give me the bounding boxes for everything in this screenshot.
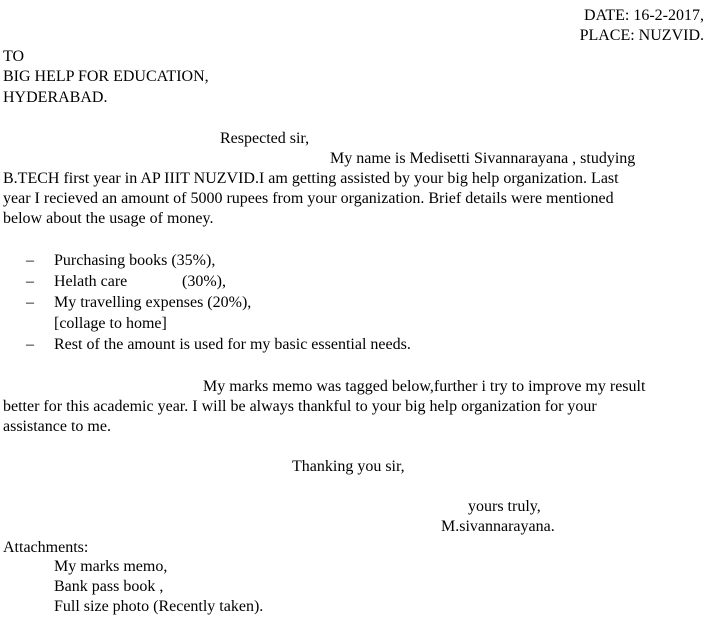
- closing-line-2: better for this academic year. I will be always thankful to your big help organization for your: [3, 398, 597, 415]
- usage-item-health-value: (30%),: [182, 273, 226, 290]
- list-bullet-dash: –: [26, 294, 34, 311]
- closing-line-3: assistance to me.: [3, 418, 111, 435]
- letter-date: DATE: 16-2-2017,: [584, 7, 704, 24]
- signoff-yours-truly: yours truly,: [468, 498, 541, 515]
- usage-item-rest: Rest of the amount is used for my basic essential needs.: [54, 336, 411, 353]
- recipient-city: HYDERABAD.: [3, 89, 108, 106]
- intro-line-1: My name is Medisetti Sivannarayana , studying: [330, 150, 636, 167]
- closing-line-1: My marks memo was tagged below,further i try to improve my result: [203, 378, 646, 395]
- attachment-item-marks-memo: My marks memo,: [54, 558, 168, 575]
- usage-item-travel-note: [collage to home]: [54, 315, 167, 332]
- intro-line-2: B.TECH first year in AP IIIT NUZVID.I am getting assisted by your big help organization. Last: [3, 170, 619, 187]
- usage-item-travel: My travelling expenses (20%),: [54, 294, 252, 311]
- list-bullet-dash: –: [26, 336, 34, 353]
- usage-item-books: Purchasing books (35%),: [54, 252, 216, 269]
- attachment-item-photo: Full size photo (Recently taken).: [54, 598, 264, 615]
- thanks-line: Thanking you sir,: [292, 458, 405, 475]
- usage-item-health-label: Helath care: [54, 273, 128, 290]
- list-bullet-dash: –: [26, 273, 34, 290]
- letter-place: PLACE: NUZVID.: [579, 27, 704, 44]
- intro-line-3: year I recieved an amount of 5000 rupees from your organization. Brief details were mentioned: [3, 190, 614, 207]
- attachments-heading: Attachments:: [3, 539, 89, 556]
- recipient-to: TO: [3, 48, 25, 65]
- recipient-org: BIG HELP FOR EDUCATION,: [3, 68, 209, 85]
- list-bullet-dash: –: [26, 252, 34, 269]
- attachment-item-pass-book: Bank pass book ,: [54, 578, 164, 595]
- signoff-name: M.sivannarayana.: [441, 518, 555, 535]
- salutation: Respected sir,: [220, 130, 310, 147]
- intro-line-4: below about the usage of money.: [3, 210, 214, 227]
